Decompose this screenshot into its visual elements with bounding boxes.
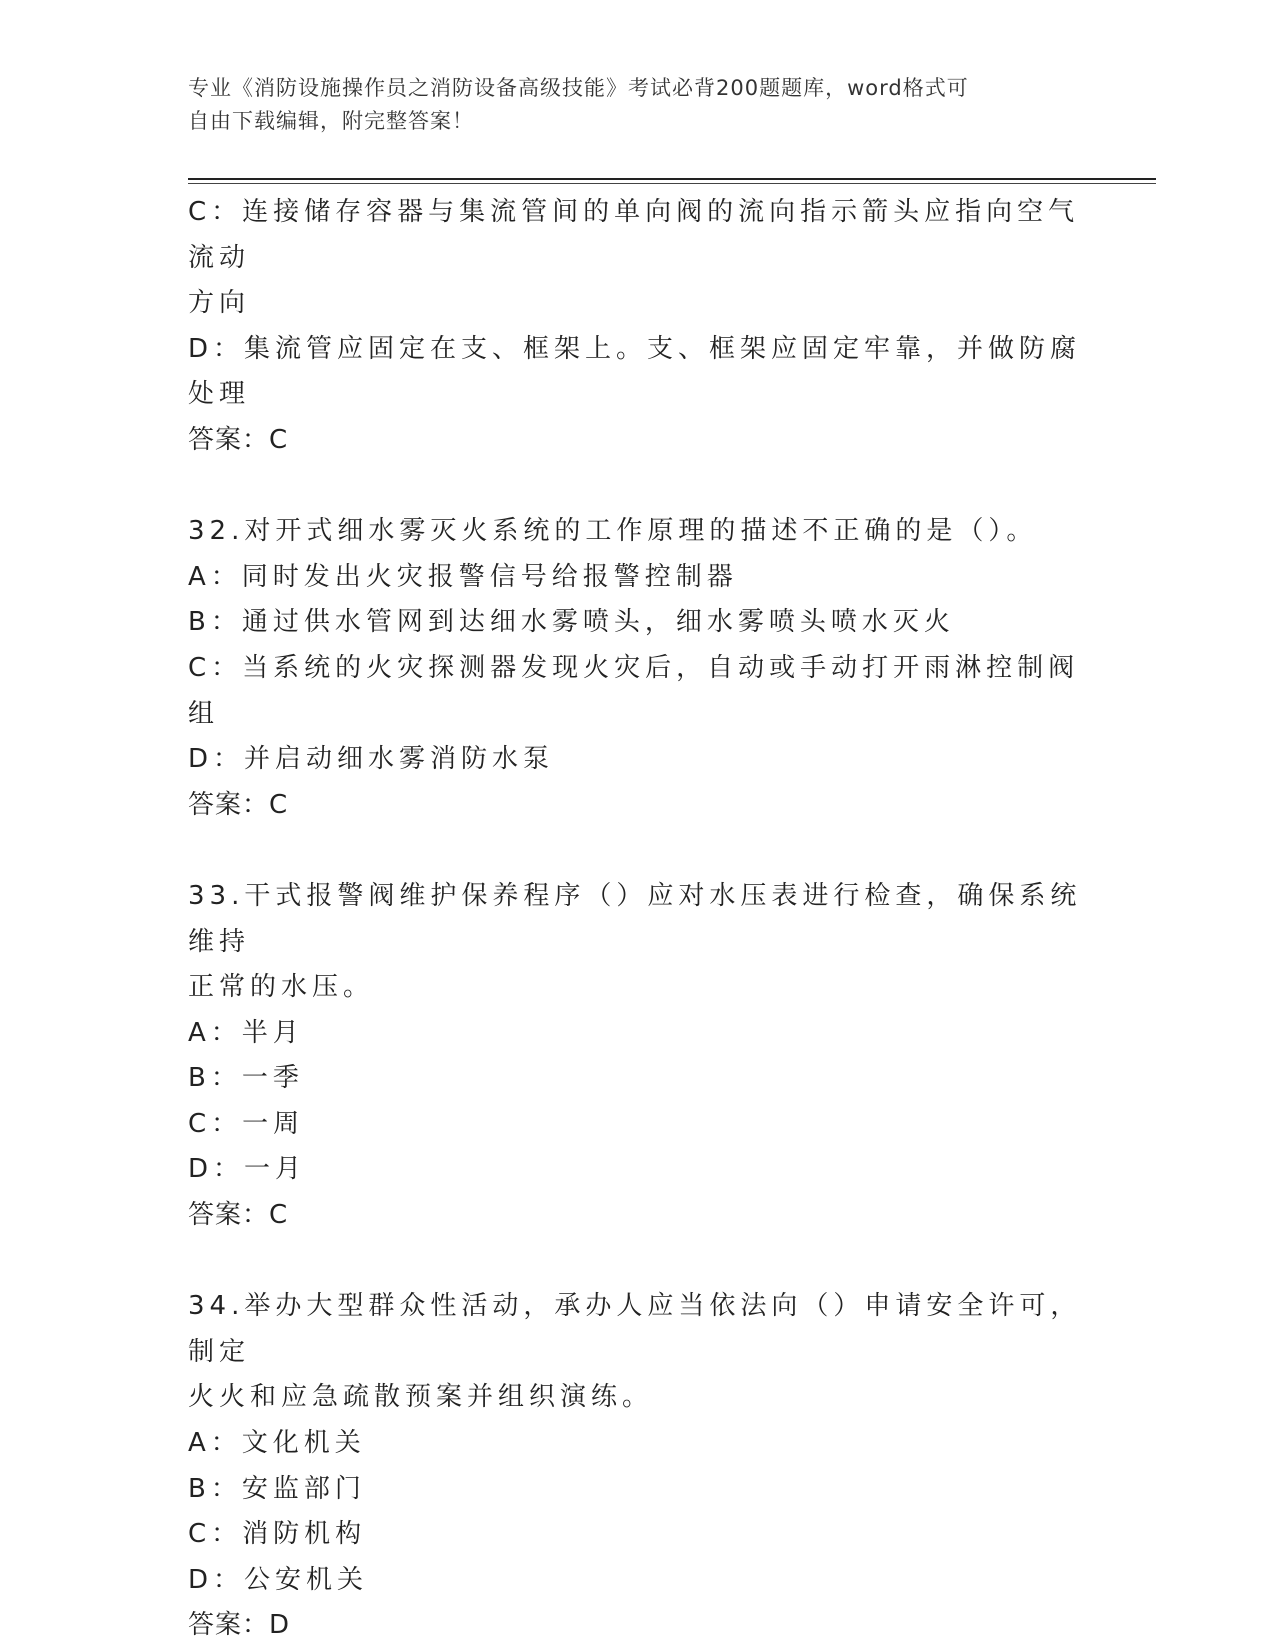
q32-option-d: D：并启动细水雾消防水泵 bbox=[188, 744, 555, 775]
q34-option-a: A：文化机关 bbox=[188, 1428, 366, 1459]
q31-option-c-line2: 方向 bbox=[188, 288, 251, 319]
q32-answer: 答案：C bbox=[188, 789, 289, 820]
q33-question-line1: 33.干式报警阀维护保养程序（）应对水压表进行检查，确保系统维持 bbox=[188, 880, 1082, 957]
q32-option-c: C：当系统的火灾探测器发现火灾后，自动或手动打开雨淋控制阀组 bbox=[188, 652, 1080, 729]
q34-question-line1: 34.举办大型群众性活动，承办人应当依法向（）申请安全许可，制定 bbox=[188, 1291, 1082, 1367]
q34-option-d: D：公安机关 bbox=[188, 1564, 369, 1595]
header-divider-thick bbox=[188, 178, 1156, 180]
question-33 bbox=[188, 874, 1088, 1239]
q33-option-b: B：一季 bbox=[188, 1063, 304, 1094]
header-line-2: 自由下载编辑，附完整答案！ bbox=[188, 109, 474, 133]
q33-answer: 答案：C bbox=[188, 1200, 289, 1231]
q34-option-c: C：消防机构 bbox=[188, 1519, 367, 1550]
document-header bbox=[188, 72, 1068, 138]
q31-option-c-line1: C：连接储存容器与集流管间的单向阀的流向指示箭头应指向空气流动 bbox=[188, 197, 1080, 273]
q33-question-line2: 正常的水压。 bbox=[188, 972, 375, 1003]
spacer bbox=[188, 828, 1088, 874]
q34-option-b: B：安监部门 bbox=[188, 1473, 366, 1504]
question-34 bbox=[188, 1284, 1088, 1649]
q32-question: 32.对开式细水雾灭火系统的工作原理的描述不正确的是（）。 bbox=[188, 516, 1038, 547]
spacer bbox=[188, 464, 1088, 510]
question-31-tail bbox=[188, 190, 1088, 464]
q32-option-b: B：通过供水管网到达细水雾喷头，细水雾喷头喷水灭火 bbox=[188, 607, 955, 638]
q31-answer: 答案：C bbox=[188, 424, 289, 455]
header-line-1: 专业《消防设施操作员之消防设备高级技能》考试必背200题题库，word格式可 bbox=[188, 76, 969, 100]
q31-option-d: D：集流管应固定在支、框架上。支、框架应固定牢靠，并做防腐处理 bbox=[188, 333, 1082, 410]
q33-option-c: C：一周 bbox=[188, 1108, 305, 1139]
q34-answer: 答案：D bbox=[188, 1610, 291, 1641]
header-divider-thin bbox=[188, 183, 1156, 184]
q33-option-a: A：半月 bbox=[188, 1017, 304, 1048]
question-32 bbox=[188, 509, 1088, 828]
q33-option-d: D：一月 bbox=[188, 1154, 307, 1185]
document-body bbox=[188, 190, 1088, 1649]
q34-question-line2: 火火和应急疏散预案并组织演练。 bbox=[188, 1382, 654, 1413]
spacer bbox=[188, 1239, 1088, 1285]
q32-option-a: A：同时发出火灾报警信号给报警控制器 bbox=[188, 561, 738, 592]
